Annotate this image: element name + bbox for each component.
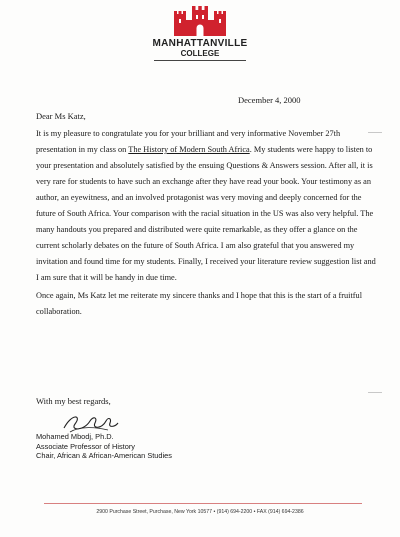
college-name: MANHATTANVILLE (152, 38, 248, 49)
college-subtitle: COLLEGE (180, 49, 220, 58)
salutation: Dear Ms Katz, (36, 111, 86, 121)
margin-mark (368, 132, 382, 133)
paragraph-text: . My students were happy to listen to your presentation and absolutely satisfied by the ensuing Questions & Answers session. After all, it is very rare for students to have such an exchange after they have read your book. Your testimony as an author, an eyewitness, and an involved protagonist was very moving and deeply concerned for the future of South Africa. Your comparison with the racial situation in the US was also very helpful. The many handouts you prepared and distributed were quite remarkable, as they offer a glance on the current scholarly debates on the future of South Africa. I am also grateful that you answered my invitation and found time for my students. Finally, I received your literature review suggestion list and I am sure that it will be handy in due time. (36, 145, 376, 282)
body-paragraph-2: Once again, Ms Katz let me reiterate my sincere thanks and I hope that this is the start of a fruitful collaboration. (36, 291, 363, 316)
letterhead (0, 6, 400, 61)
footer-address: 2900 Purchase Street, Purchase, New York 10577 • (914) 694-2200 • FAX (914) 694-2386 (96, 509, 304, 515)
signature-block (36, 432, 172, 461)
body-paragraph-1 (36, 126, 378, 286)
margin-mark (368, 392, 382, 393)
castle-logo-icon (172, 6, 228, 36)
letterhead-rule (154, 60, 246, 61)
signer-department: Chair, African & African-American Studies (36, 451, 172, 460)
letter-body (36, 126, 378, 320)
signer-name: Mohamed Mbodj, Ph.D. (36, 432, 114, 441)
signer-title: Associate Professor of History (36, 441, 135, 451)
paragraph-text: It is my pleasure to congratulate you for your brilliant and very informative November 27th presentation in my class on (36, 129, 341, 154)
course-title: The History of Modern South Africa (128, 145, 250, 154)
footer-rule (44, 503, 362, 504)
closing-line: With my best regards, (36, 396, 111, 406)
letter-date: December 4, 2000 (238, 95, 301, 105)
